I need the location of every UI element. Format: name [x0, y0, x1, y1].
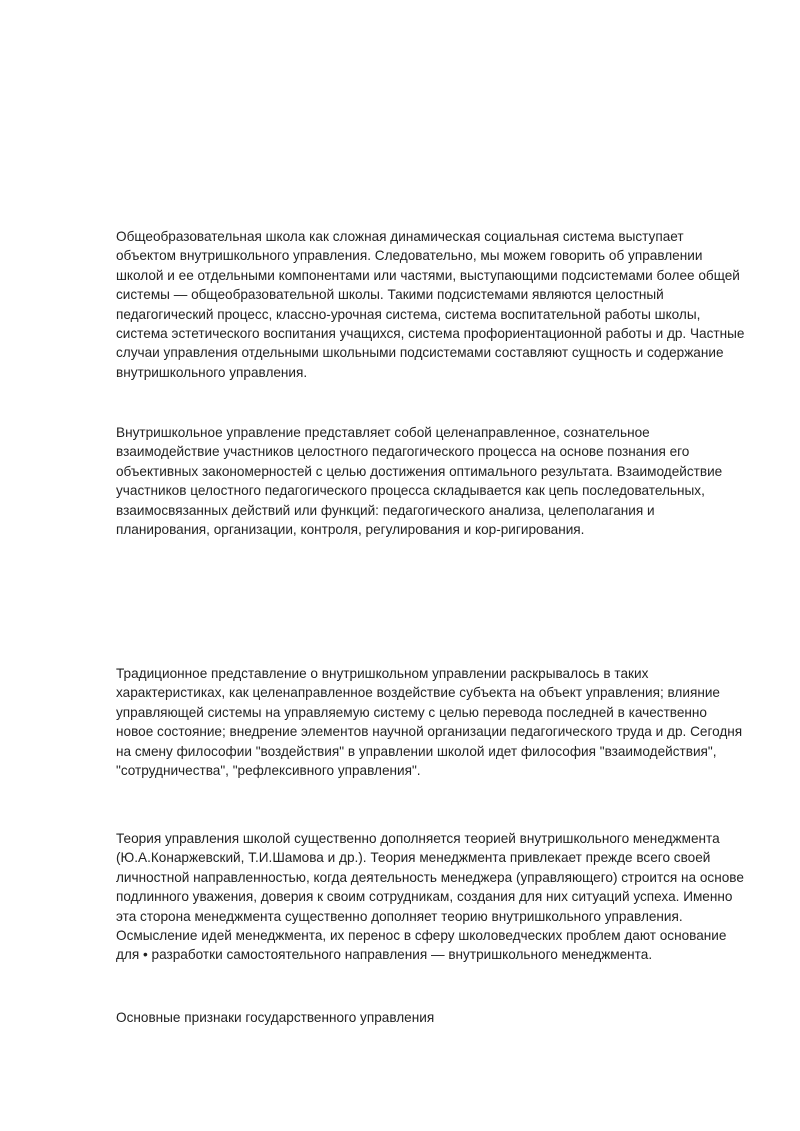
paragraph-intraschool-management-definition: Внутришкольное управление представляет собой целенаправленное, сознательное взаимодействие участников целостного педагогического процесса на основе познания его объективных закономерностей с целью достижения оптимального результата. Взаимодействие участников целостного педагогического процесса складывается как цепь последовательных, взаимосвязанных действий или функций: педагогического анализа, целеполагания и планирования, организации, контроля, регулирования и кор-ригирования.: [116, 425, 723, 538]
paragraph-management-theory: Теория управления школой существенно дополняется теорией внутришкольного менеджмента (Ю.А.Конаржевский, Т.И.Шамова и др.). Теория менеджмента привлекает прежде всего своей личностной направленностью, когда деятельность менеджера (управляющего) строится на основе подлинного уважения, доверия к своим сотрудникам, создания для них ситуаций успеха. Именно эта сторона менеджмента существенно дополняет теорию внутришкольного управления. Осмысление идей менеджмента, их перенос в сферу школоведческих проблем дают основание для • разработки самостоятельного направления — внутришкольного менеджмента.: [116, 831, 744, 963]
paragraph-state-management-heading: Основные признаки государственного управления: [116, 1010, 435, 1025]
paragraph-school-as-system: Общеобразовательная школа как сложная динамическая социальная система выступает объектом внутришкольного управления. Следовательно, мы можем говорить об управлении школой и ее отдельными компонентами или частями, выступающими подсистемами более общей системы — общеобразовательной школы. Такими подсистемами являются целостный педагогический процесс, классно-урочная система, система воспитательной работы школы, система эстетического воспитания учащихся, система профориентационной работы и др. Частные случаи управления отдельными школьными подсистемами составляют сущность и содержание внутришкольного управления.: [116, 229, 745, 380]
paragraph-traditional-view: Традиционное представление о внутришкольном управлении раскрывалось в таких характеристиках, как целенаправленное воздействие субъекта на объект управления; влияние управляющей системы на управляемую систему с целью перевода последней в качественно новое состояние; внедрение элементов научной организации педагогического труда и др. Сегодня на смену философии "воздействия" в управлении школой идет философия "взаимодействия", "сотрудничества", "рефлексивного управления".: [116, 666, 743, 779]
